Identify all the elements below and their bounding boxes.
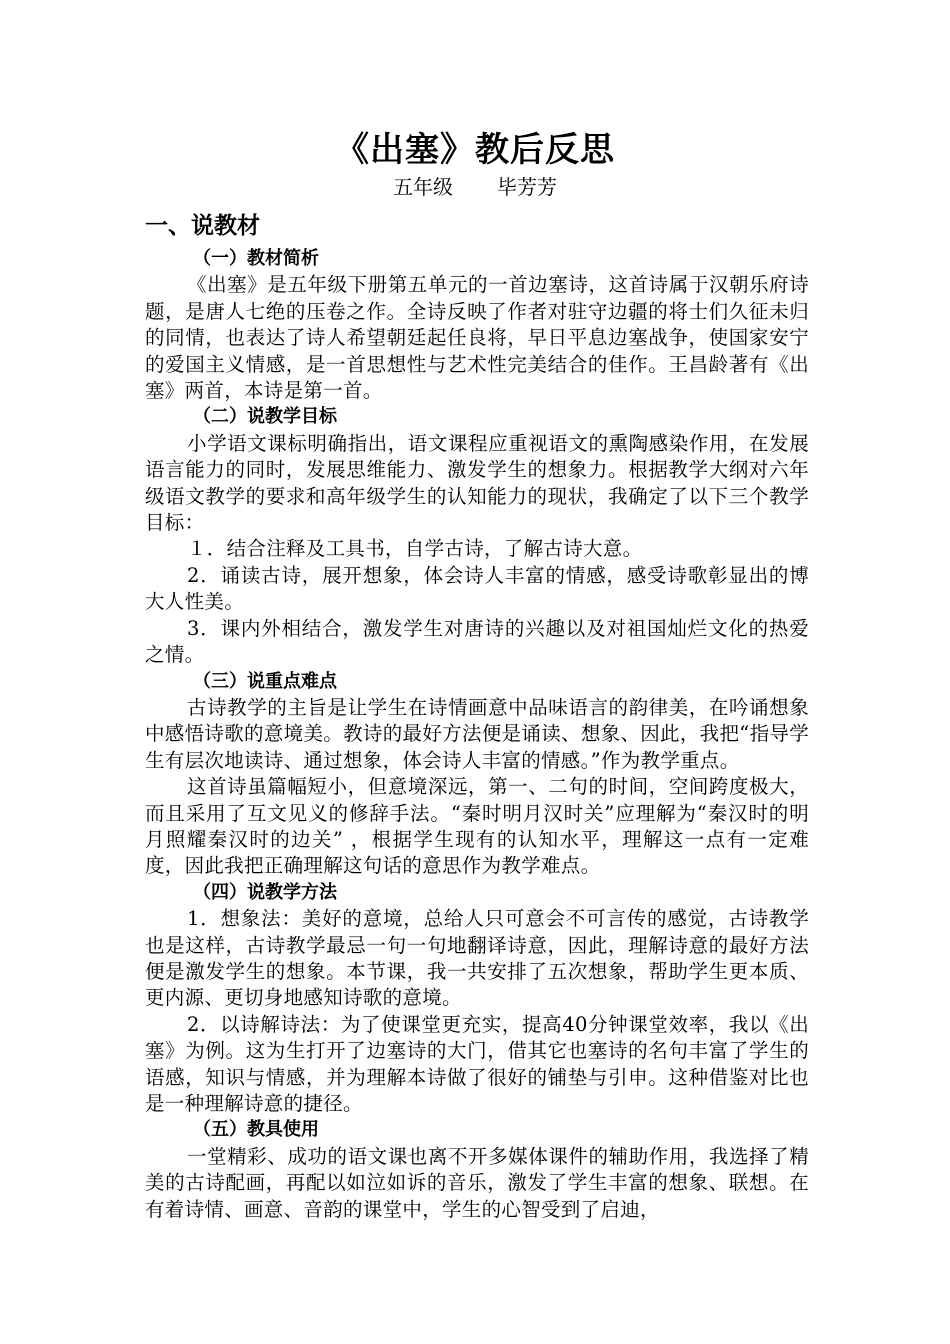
paragraph: 小学语文课标明确指出，语文课程应重视语文的熏陶感染作用，在发展语言能力的同时，发展思维能力、激发学生的想象力。根据教学大纲对六年级语文教学的要求和高年级学生的认知能力的现状，我确定了以下三个教学目标： (145, 431, 809, 535)
subsection-heading: （四）说教学方法 (193, 881, 337, 903)
paragraph: 2．以诗解诗法：为了使课堂更充实，提高40分钟课堂效率，我以《出塞》为例。这为生打开了边塞诗的大门，借其它也塞诗的名句丰富了学生的语感，知识与情感，并为理解本诗做了很好的铺垫与引申。这种借鉴对比也是一种理解诗意的捷径。 (145, 1012, 809, 1115)
page-title: 《出塞》教后反思 (335, 130, 615, 170)
paragraph: 2．诵读古诗，展开想象，体会诗人丰富的情感，感受诗歌彰显出的博大人性美。 (145, 563, 809, 614)
paragraph: １．结合注释及工具书，自学古诗，了解古诗大意。 (187, 537, 643, 561)
paragraph: 《出塞》是五年级下册第五单元的一首边塞诗，这首诗属于汉朝乐府诗题，是唐人七绝的压卷之作。全诗反映了作者对驻守边疆的将士们久征未归的同情，也表达了诗人希望朝廷起任良将，早日平息边塞战争，使国家安宁的爱国主义情感，是一首思想性与艺术性完美结合的佳作。王昌龄著有《出塞》两首，本诗是第一首。 (145, 273, 809, 403)
subsection-heading: （二）说教学目标 (193, 406, 337, 428)
subsection-heading: （五）教具使用 (193, 1119, 319, 1141)
grade-label: 五年级 (393, 175, 453, 199)
subsection-heading: （一）教材简析 (193, 248, 319, 269)
section-heading: 一、说教材 (145, 213, 260, 239)
paragraph: 古诗教学的主旨是让学生在诗情画意中品味语言的韵律美，在吟诵想象中感悟诗歌的意境美。教诗的最好方法便是诵读、想象、因此，我把“指导学生有层次地读诗、通过想象，体会诗人丰富的情感。”作为教学重点。 (145, 695, 809, 772)
paragraph: 一堂精彩、成功的语文课也离不开多媒体课件的辅助作用，我选择了精美的古诗配画，再配以如泣如诉的音乐，激发了学生丰富的想象、联想。在有着诗情、画意、音韵的课堂中，学生的心智受到了启迪， (145, 1144, 809, 1221)
paragraph: 3．课内外相结合，激发学生对唐诗的兴趣以及对祖国灿烂文化的热爱之情。 (145, 616, 809, 667)
author-name: 毕芳芳 (497, 175, 557, 199)
document-body (145, 210, 809, 1223)
paragraph: 1．想象法：美好的意境，总给人只可意会不可言传的感觉，古诗教学也是这样，古诗教学最忌一句一句地翻译诗意，因此，理解诗意的最好方法便是激发学生的想象。本节课，我一共安排了五次想象，帮助学生更本质、更内源、更切身地感知诗歌的意境。 (145, 907, 809, 1010)
byline (0, 173, 950, 201)
subsection-heading: （三）说重点难点 (193, 670, 337, 692)
paragraph: 这首诗虽篇幅短小，但意境深远，第一、二句的时间，空间跨度极大，而且采用了互文见义的修辞手法。“秦时明月汉时关”应理解为“秦汉时的明月照耀秦汉时的边关” ，根据学生现有的认知水平，理解这一点有一定难度，因此我把正确理解这句话的意思作为教学难点。 (145, 775, 809, 878)
